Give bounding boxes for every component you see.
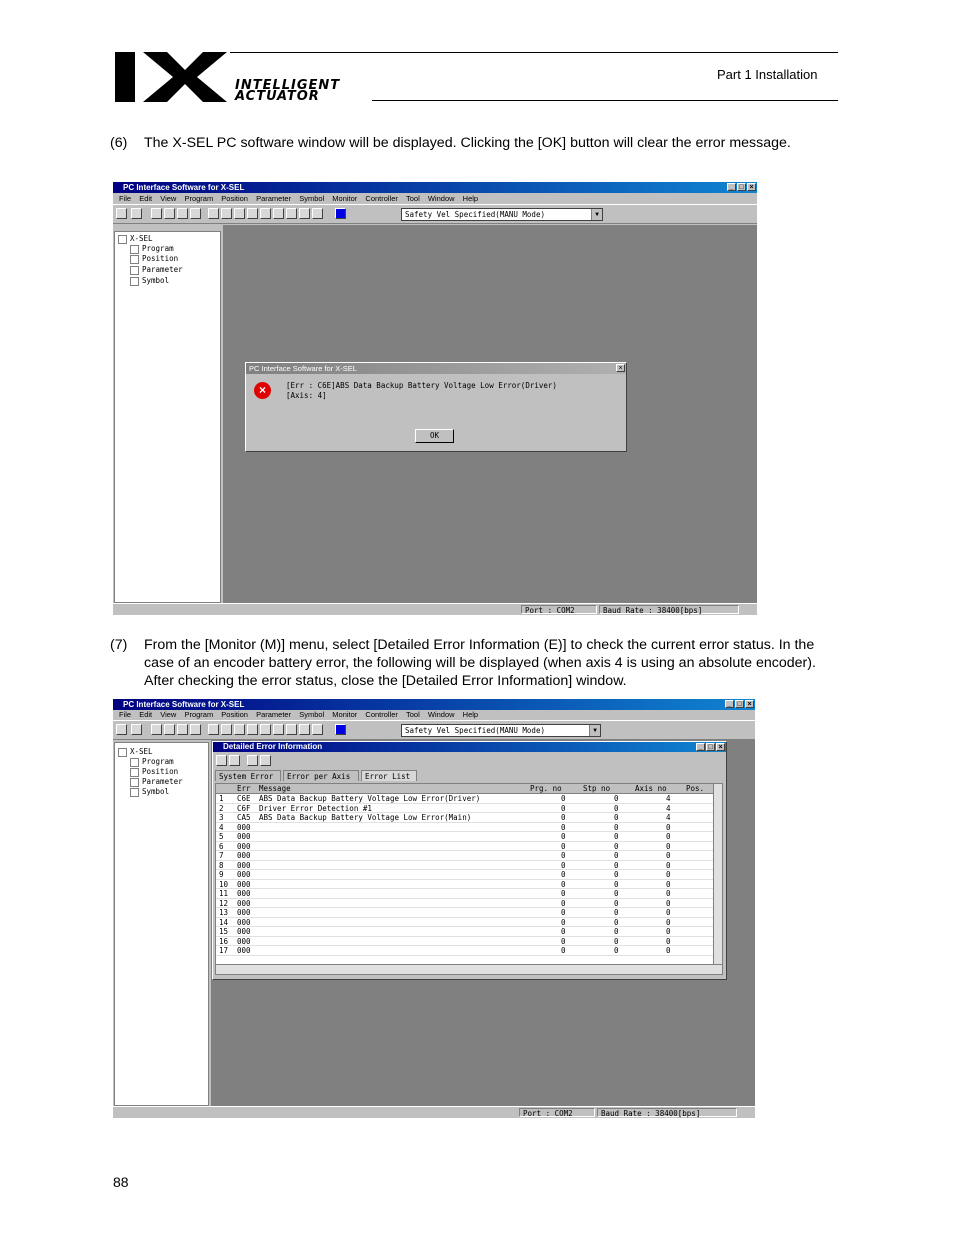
prg-no: 0 bbox=[561, 898, 566, 908]
header-rule-bottom bbox=[372, 100, 838, 101]
close-icon[interactable]: × bbox=[616, 364, 625, 372]
header-rule-top bbox=[230, 52, 838, 53]
prg-no: 0 bbox=[561, 813, 566, 822]
stp-no: 0 bbox=[614, 851, 619, 860]
prg-no: 0 bbox=[561, 870, 566, 879]
col-stp-no: Stp no bbox=[583, 784, 611, 793]
tree-item-parameter-label: Parameter bbox=[142, 265, 183, 274]
error-code: 000 bbox=[237, 879, 251, 889]
axis-no: 4 bbox=[666, 794, 671, 803]
minimize-icon[interactable]: _ bbox=[727, 183, 736, 191]
download-icon[interactable] bbox=[208, 724, 219, 735]
stp-no: 0 bbox=[614, 879, 619, 889]
task-icon[interactable] bbox=[247, 724, 258, 735]
prg-no: 0 bbox=[561, 860, 566, 870]
project-tree bbox=[114, 742, 209, 1106]
error-code: 000 bbox=[237, 917, 251, 927]
prg-no: 0 bbox=[561, 936, 566, 946]
position-icon[interactable] bbox=[164, 208, 175, 219]
row-number: 9 bbox=[219, 870, 224, 879]
status-port: Port : COM2 bbox=[521, 605, 597, 614]
row-number: 1 bbox=[219, 794, 224, 803]
parameter-icon[interactable] bbox=[177, 208, 188, 219]
ok-button[interactable]: OK bbox=[415, 429, 454, 443]
menu-view[interactable]: View bbox=[160, 194, 177, 203]
close-icon[interactable]: × bbox=[716, 743, 725, 751]
tab-error-list[interactable]: Error List bbox=[361, 770, 417, 781]
axis-no: 0 bbox=[666, 898, 671, 908]
table-row[interactable] bbox=[216, 946, 713, 956]
axis-no: 4 bbox=[666, 803, 671, 813]
tree-item-symbol[interactable] bbox=[130, 276, 169, 286]
row-number: 10 bbox=[219, 879, 229, 889]
table-row[interactable] bbox=[216, 937, 713, 947]
refresh-icon[interactable] bbox=[221, 208, 232, 219]
menu-parameter[interactable]: Parameter bbox=[256, 710, 292, 719]
menu-symbol[interactable]: Symbol bbox=[299, 194, 325, 203]
config-icon[interactable] bbox=[260, 724, 271, 735]
row-number: 16 bbox=[219, 936, 229, 946]
open-icon[interactable] bbox=[116, 724, 127, 735]
error-code: 000 bbox=[237, 936, 251, 946]
error-message-line2: [Axis: 4] bbox=[286, 391, 327, 400]
table-row[interactable] bbox=[216, 870, 713, 880]
safety-speed-combo[interactable] bbox=[401, 208, 603, 221]
grid-header-row bbox=[216, 784, 713, 794]
col-axis-no: Axis no bbox=[635, 784, 667, 793]
tree-root-label: X-SEL bbox=[130, 234, 153, 243]
status-baud: Baud Rate : 38400[bps] bbox=[597, 1108, 737, 1117]
refresh-icon[interactable] bbox=[216, 755, 227, 766]
row-number: 5 bbox=[219, 832, 224, 841]
detail-title-bar[interactable] bbox=[213, 742, 726, 752]
error-code: C6F bbox=[237, 803, 251, 813]
table-row[interactable] bbox=[216, 908, 713, 918]
task-icon[interactable] bbox=[247, 208, 258, 219]
detail-title: Detailed Error Information bbox=[223, 742, 323, 751]
error-message: ABS Data Backup Battery Voltage Low Error(Driver) bbox=[259, 794, 481, 803]
row-number: 7 bbox=[219, 851, 224, 860]
io-icon[interactable] bbox=[286, 724, 297, 735]
tree-item-program[interactable] bbox=[130, 757, 174, 767]
chevron-down-icon[interactable]: ▼ bbox=[591, 209, 602, 220]
error-code: 000 bbox=[237, 908, 251, 917]
step7-paragraph bbox=[110, 636, 850, 692]
error-code: 000 bbox=[237, 898, 251, 908]
screenshot-main-window bbox=[113, 182, 757, 615]
prg-no: 0 bbox=[561, 832, 566, 841]
download-icon[interactable] bbox=[208, 208, 219, 219]
table-row[interactable] bbox=[216, 842, 713, 852]
position-icon bbox=[130, 255, 139, 264]
row-number: 15 bbox=[219, 927, 229, 936]
error-code: C6E bbox=[237, 794, 251, 803]
detail-tab-strip bbox=[215, 770, 720, 782]
step7-number: (7) bbox=[110, 637, 128, 653]
prg-no: 0 bbox=[561, 794, 566, 803]
tree-item-position[interactable] bbox=[130, 767, 178, 777]
minimize-icon[interactable]: _ bbox=[696, 743, 705, 751]
symbol-icon bbox=[130, 788, 139, 797]
window-title: PC Interface Software for X-SEL bbox=[123, 700, 245, 709]
menu-window[interactable]: Window bbox=[427, 194, 455, 203]
status-port: Port : COM2 bbox=[519, 1108, 595, 1117]
prg-no: 0 bbox=[561, 803, 566, 813]
symbol-icon bbox=[130, 277, 139, 286]
monitor-icon[interactable] bbox=[273, 208, 284, 219]
menu-help[interactable]: Help bbox=[462, 194, 479, 203]
prg-no: 0 bbox=[561, 822, 566, 832]
close-icon[interactable]: × bbox=[745, 700, 754, 708]
status-bar bbox=[113, 1106, 755, 1118]
config-icon[interactable] bbox=[260, 208, 271, 219]
error-code: 000 bbox=[237, 946, 251, 955]
stp-no: 0 bbox=[614, 908, 619, 917]
menu-window[interactable]: Window bbox=[427, 710, 455, 719]
symbol-icon[interactable] bbox=[190, 208, 201, 219]
emergency-stop-icon[interactable] bbox=[335, 724, 346, 735]
table-row[interactable] bbox=[216, 861, 713, 871]
status-bar bbox=[113, 603, 757, 615]
menu-file[interactable]: File bbox=[119, 710, 132, 719]
tree-item-parameter[interactable] bbox=[130, 265, 183, 275]
error-dialog bbox=[245, 362, 627, 452]
row-number: 8 bbox=[219, 860, 224, 870]
parameter-icon bbox=[130, 266, 139, 275]
menu-monitor[interactable]: Monitor bbox=[332, 194, 358, 203]
tree-root[interactable] bbox=[118, 747, 153, 757]
row-number: 11 bbox=[219, 889, 229, 898]
safety-speed-combo[interactable] bbox=[401, 724, 601, 737]
menu-program[interactable]: Program bbox=[184, 710, 214, 719]
stop-icon[interactable] bbox=[131, 208, 142, 219]
error-code: 000 bbox=[237, 851, 251, 860]
vertical-scrollbar[interactable] bbox=[713, 784, 723, 964]
prg-no: 0 bbox=[561, 917, 566, 927]
axis-no: 0 bbox=[666, 851, 671, 860]
stp-no: 0 bbox=[614, 822, 619, 832]
tree-root-label: X-SEL bbox=[130, 747, 153, 756]
stp-no: 0 bbox=[614, 927, 619, 936]
chevron-down-icon[interactable]: ▼ bbox=[589, 725, 600, 736]
emergency-stop-icon[interactable] bbox=[335, 208, 346, 219]
col-prg-no: Prg. no bbox=[530, 784, 562, 793]
step6-paragraph bbox=[110, 134, 850, 172]
tab-error-per-axis[interactable]: Error per Axis bbox=[283, 770, 359, 781]
axis-no: 0 bbox=[666, 908, 671, 917]
row-number: 14 bbox=[219, 917, 229, 927]
prg-no: 0 bbox=[561, 841, 566, 851]
position-icon[interactable] bbox=[164, 724, 175, 735]
prg-no: 0 bbox=[561, 927, 566, 936]
error-icon: × bbox=[254, 382, 271, 399]
prg-no: 0 bbox=[561, 889, 566, 898]
project-tree bbox=[114, 231, 221, 603]
error-code: 000 bbox=[237, 860, 251, 870]
open-icon[interactable] bbox=[116, 208, 127, 219]
chart-icon[interactable] bbox=[299, 724, 310, 735]
row-number: 2 bbox=[219, 803, 224, 813]
menu-tool[interactable]: Tool bbox=[406, 710, 420, 719]
axis-no: 0 bbox=[666, 870, 671, 879]
monitor-icon[interactable] bbox=[273, 724, 284, 735]
refresh-icon[interactable] bbox=[221, 724, 232, 735]
prg-no: 0 bbox=[561, 946, 566, 955]
grid-icon[interactable] bbox=[312, 724, 323, 735]
stp-no: 0 bbox=[614, 917, 619, 927]
parameter-icon[interactable] bbox=[177, 724, 188, 735]
error-dialog-title: PC Interface Software for X-SEL bbox=[249, 364, 357, 373]
page-number: 88 bbox=[113, 1174, 129, 1190]
stp-no: 0 bbox=[614, 898, 619, 908]
stp-no: 0 bbox=[614, 860, 619, 870]
close-icon[interactable]: × bbox=[747, 183, 756, 191]
maximize-icon[interactable]: □ bbox=[706, 743, 715, 751]
screenshot-detail-window bbox=[113, 699, 755, 1118]
menu-help[interactable]: Help bbox=[462, 710, 479, 719]
menu-position[interactable]: Position bbox=[221, 194, 248, 203]
axis-no: 0 bbox=[666, 860, 671, 870]
error-code: CA5 bbox=[237, 813, 251, 822]
step6-number: (6) bbox=[110, 135, 128, 151]
stp-no: 0 bbox=[614, 813, 619, 822]
stop-icon[interactable] bbox=[131, 724, 142, 735]
error-message bbox=[286, 381, 557, 401]
step6-text: The X-SEL PC software window will be displayed. Clicking the [OK] button will clear the error message. bbox=[144, 135, 791, 151]
menu-monitor[interactable]: Monitor bbox=[332, 710, 358, 719]
stp-no: 0 bbox=[614, 936, 619, 946]
table-row[interactable] bbox=[216, 813, 713, 823]
table-row[interactable] bbox=[216, 851, 713, 861]
maximize-icon[interactable]: □ bbox=[737, 183, 746, 191]
tree-item-parameter-label: Parameter bbox=[142, 777, 183, 786]
tree-item-position-label: Position bbox=[142, 254, 179, 263]
step7-text: From the [Monitor (M)] menu, select [Detailed Error Information (E)] to check the current error status. In the case of an encoder battery error, the following will be displayed (when axis 4 is using an absolute encoder). After checking the error status, close the [Detailed Error Information] window. bbox=[144, 637, 816, 689]
stp-no: 0 bbox=[614, 832, 619, 841]
window-title: PC Interface Software for X-SEL bbox=[123, 183, 245, 192]
program-icon bbox=[130, 245, 139, 254]
toolbar bbox=[113, 204, 757, 224]
program-icon bbox=[130, 758, 139, 767]
error-code: 000 bbox=[237, 927, 251, 936]
menu-edit[interactable]: Edit bbox=[139, 194, 153, 203]
axis-no: 0 bbox=[666, 946, 671, 955]
search-icon[interactable] bbox=[247, 755, 258, 766]
error-message-line1: [Err : C6E]ABS Data Backup Battery Voltage Low Error(Driver) bbox=[286, 381, 557, 390]
controller-icon bbox=[118, 235, 127, 244]
table-row[interactable] bbox=[216, 880, 713, 890]
error-code: 000 bbox=[237, 822, 251, 832]
table-row[interactable] bbox=[216, 804, 713, 814]
tree-item-program-label: Program bbox=[142, 244, 174, 253]
tree-item-position-label: Position bbox=[142, 767, 179, 776]
row-number: 4 bbox=[219, 822, 224, 832]
program-icon[interactable] bbox=[151, 724, 162, 735]
safety-speed-value: Safety Vel Specified(MANU Mode) bbox=[405, 210, 545, 219]
menu-bar bbox=[113, 709, 755, 720]
grid-icon[interactable] bbox=[312, 208, 323, 219]
stp-no: 0 bbox=[614, 870, 619, 879]
tree-item-position[interactable] bbox=[130, 254, 178, 264]
menu-tool[interactable]: Tool bbox=[406, 194, 420, 203]
detailed-error-window bbox=[212, 741, 727, 980]
prg-no: 0 bbox=[561, 879, 566, 889]
table-row[interactable] bbox=[216, 794, 713, 804]
menu-controller[interactable]: Controller bbox=[365, 710, 398, 719]
controller-icon bbox=[118, 748, 127, 757]
menu-parameter[interactable]: Parameter bbox=[256, 194, 292, 203]
prg-no: 0 bbox=[561, 908, 566, 917]
tab-system-error[interactable]: System Error bbox=[215, 770, 281, 781]
ix-logo-icon bbox=[115, 52, 227, 102]
axis-no: 0 bbox=[666, 879, 671, 889]
safety-speed-value: Safety Vel Specified(MANU Mode) bbox=[405, 726, 545, 735]
axis-no: 0 bbox=[666, 936, 671, 946]
position-icon bbox=[130, 768, 139, 777]
menu-symbol[interactable]: Symbol bbox=[299, 710, 325, 719]
menu-controller[interactable]: Controller bbox=[365, 194, 398, 203]
axis-no: 0 bbox=[666, 832, 671, 841]
horizontal-scrollbar[interactable] bbox=[216, 964, 722, 975]
help-icon[interactable] bbox=[260, 755, 271, 766]
axis-no: 0 bbox=[666, 822, 671, 832]
axis-no: 0 bbox=[666, 927, 671, 936]
row-number: 6 bbox=[219, 841, 224, 851]
table-row[interactable] bbox=[216, 823, 713, 833]
tree-item-symbol-label: Symbol bbox=[142, 276, 170, 285]
table-row[interactable] bbox=[216, 918, 713, 928]
error-code: 000 bbox=[237, 870, 251, 879]
maximize-icon[interactable]: □ bbox=[735, 700, 744, 708]
menu-file[interactable]: File bbox=[119, 194, 132, 203]
tree-item-symbol-label: Symbol bbox=[142, 787, 170, 796]
parameter-icon bbox=[130, 778, 139, 787]
minimize-icon[interactable]: _ bbox=[725, 700, 734, 708]
table-row[interactable] bbox=[216, 832, 713, 842]
toolbar bbox=[113, 720, 755, 740]
symbol-icon[interactable] bbox=[190, 724, 201, 735]
prg-no: 0 bbox=[561, 851, 566, 860]
menu-program[interactable]: Program bbox=[184, 194, 214, 203]
stp-no: 0 bbox=[614, 841, 619, 851]
axis-no: 0 bbox=[666, 841, 671, 851]
io-icon[interactable] bbox=[286, 208, 297, 219]
stp-no: 0 bbox=[614, 889, 619, 898]
logo-line2: ACTUATOR bbox=[235, 89, 320, 104]
row-number: 12 bbox=[219, 898, 229, 908]
axis-no: 0 bbox=[666, 889, 671, 898]
row-number: 13 bbox=[219, 908, 229, 917]
axis-no: 4 bbox=[666, 813, 671, 822]
tree-item-parameter[interactable] bbox=[130, 777, 183, 787]
status-baud: Baud Rate : 38400[bps] bbox=[599, 605, 739, 614]
row-number: 17 bbox=[219, 946, 229, 955]
error-message: Driver Error Detection #1 bbox=[259, 803, 372, 813]
error-code: 000 bbox=[237, 841, 251, 851]
logo-line1: INTELLIGENT bbox=[235, 78, 341, 93]
tree-item-symbol[interactable] bbox=[130, 787, 169, 797]
part-label: Part 1 Installation bbox=[717, 67, 818, 82]
tree-root[interactable] bbox=[118, 234, 153, 244]
col-pos: Pos. bbox=[686, 784, 705, 793]
menu-bar bbox=[113, 193, 757, 204]
error-code: 000 bbox=[237, 889, 251, 898]
program-icon[interactable] bbox=[151, 208, 162, 219]
menu-position[interactable]: Position bbox=[221, 710, 248, 719]
window-title-bar[interactable] bbox=[113, 182, 757, 193]
tree-item-program-label: Program bbox=[142, 757, 174, 766]
upload-icon[interactable] bbox=[234, 724, 245, 735]
table-row[interactable] bbox=[216, 899, 713, 909]
table-row[interactable] bbox=[216, 927, 713, 937]
print-icon[interactable] bbox=[229, 755, 240, 766]
menu-edit[interactable]: Edit bbox=[139, 710, 153, 719]
error-dialog-title-bar[interactable] bbox=[246, 363, 626, 374]
stp-no: 0 bbox=[614, 946, 619, 955]
stp-no: 0 bbox=[614, 803, 619, 813]
chart-icon[interactable] bbox=[299, 208, 310, 219]
axis-no: 0 bbox=[666, 917, 671, 927]
col-err: Err bbox=[237, 784, 251, 793]
table-row[interactable] bbox=[216, 889, 713, 899]
error-message: ABS Data Backup Battery Voltage Low Error(Main) bbox=[259, 813, 472, 822]
row-number: 3 bbox=[219, 813, 224, 822]
stp-no: 0 bbox=[614, 794, 619, 803]
menu-view[interactable]: View bbox=[160, 710, 177, 719]
error-code: 000 bbox=[237, 832, 251, 841]
col-message: Message bbox=[259, 784, 291, 793]
upload-icon[interactable] bbox=[234, 208, 245, 219]
tree-item-program[interactable] bbox=[130, 244, 174, 254]
error-list-grid bbox=[215, 783, 723, 975]
